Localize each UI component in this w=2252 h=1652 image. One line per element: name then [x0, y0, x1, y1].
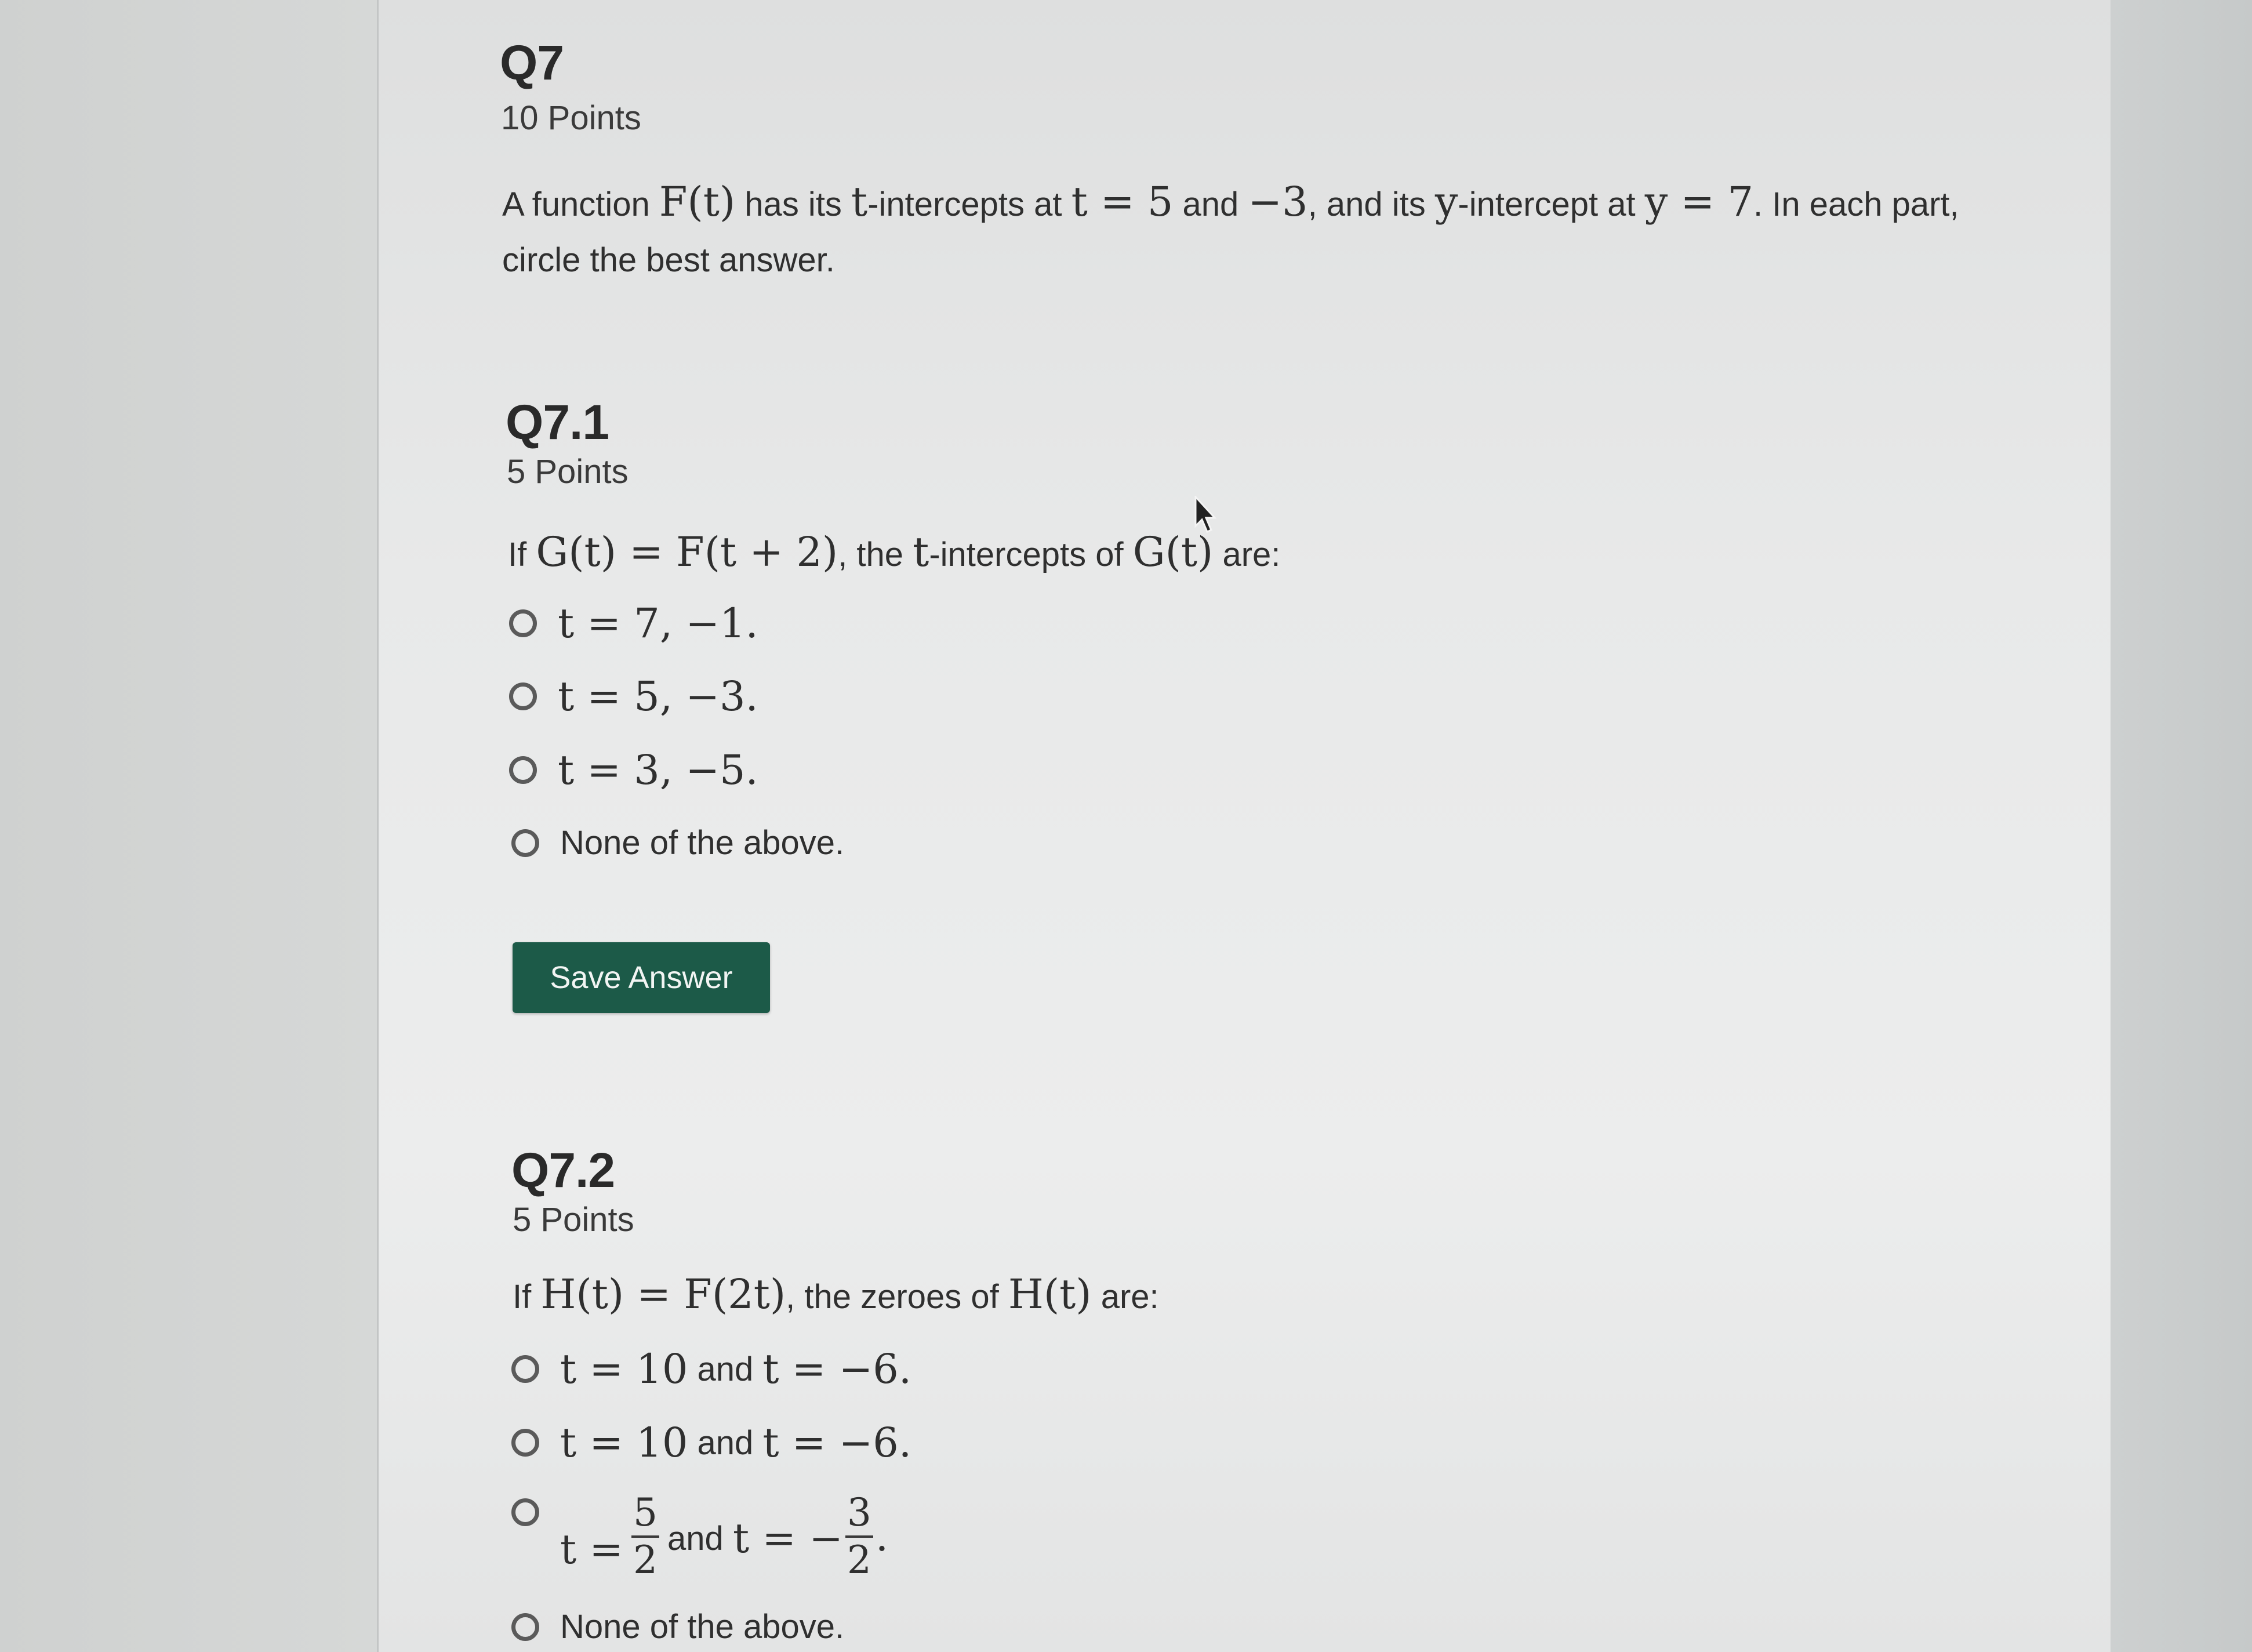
fraction-denominator: 2 — [847, 1538, 871, 1582]
choice-option[interactable] — [509, 673, 758, 720]
choice-label: t = 3, −5. — [558, 746, 758, 794]
prompt-text: , the — [838, 536, 913, 573]
fraction-denominator: 2 — [633, 1538, 658, 1582]
prompt-text: circle the best answer. — [502, 241, 835, 279]
choice-option[interactable] — [511, 1345, 911, 1393]
choice-label-mid: and — [688, 1424, 763, 1462]
choice-label: t = 5, −3. — [558, 673, 758, 720]
math-G-of-t: G(t) — [1132, 528, 1214, 576]
prompt-text: . In each part, — [1753, 186, 1959, 223]
save-answer-button[interactable]: Save Answer — [513, 942, 770, 1013]
subquestion-title: Q7.2 — [511, 1143, 615, 1197]
prompt-text: , the zeroes of — [786, 1278, 1008, 1316]
math-t-eq-5: t = 5 — [1071, 178, 1174, 226]
choice-fraction-expression — [560, 1490, 888, 1583]
choice-option[interactable] — [509, 746, 758, 794]
math-y-eq-7: y = 7 — [1644, 178, 1753, 226]
prompt-text: A function — [502, 186, 659, 223]
subquestion-points: 5 Points — [513, 1201, 634, 1239]
prompt-text: If — [513, 1278, 541, 1316]
radio-button[interactable] — [511, 1498, 539, 1526]
choice-label: t = 7, −1. — [558, 600, 758, 647]
radio-button[interactable] — [511, 1429, 539, 1457]
radio-button[interactable] — [509, 756, 537, 784]
choice-label-rhs: t = − — [732, 1515, 843, 1562]
radio-button[interactable] — [509, 682, 537, 710]
subquestion-points: 5 Points — [507, 453, 629, 491]
subquestion-title: Q7.1 — [506, 395, 609, 449]
choice-label-end: . — [875, 1513, 889, 1560]
fraction-3-over-2 — [845, 1490, 873, 1583]
radio-button[interactable] — [511, 1613, 539, 1641]
fraction-numerator: 3 — [847, 1490, 871, 1535]
radio-button[interactable] — [509, 609, 537, 637]
mouse-cursor-icon — [1193, 496, 1216, 535]
choice-label-lhs: t = 10 — [560, 1419, 688, 1466]
choice-option[interactable] — [511, 1607, 844, 1646]
prompt-text: -intercepts at — [867, 186, 1071, 223]
choice-label-mid: and — [667, 1519, 733, 1557]
choice-option[interactable] — [511, 823, 844, 862]
choice-label: None of the above. — [560, 824, 845, 862]
radio-button[interactable] — [511, 1355, 539, 1383]
prompt-text: are: — [1213, 536, 1281, 573]
prompt-text: If — [508, 536, 536, 573]
choice-label-rhs: t = −6. — [762, 1345, 912, 1393]
math-H-def: H(t) = F(2t) — [540, 1270, 786, 1318]
fraction-numerator: 5 — [633, 1490, 658, 1535]
math-t: t — [851, 178, 868, 226]
question-title: Q7 — [500, 35, 564, 90]
math-t: t — [913, 528, 929, 576]
subquestion-prompt — [513, 1266, 1159, 1325]
prompt-text: has its — [735, 186, 852, 223]
choice-option[interactable] — [509, 600, 758, 647]
math-H-of-t: H(t) — [1008, 1270, 1092, 1318]
prompt-text: and — [1173, 186, 1248, 223]
math-G-def: G(t) = F(t + 2) — [536, 528, 838, 576]
choice-label: None of the above. — [560, 1608, 845, 1646]
math-y: y — [1434, 178, 1458, 226]
choice-label-lhs: t = — [560, 1526, 624, 1573]
math-F-of-t: F(t) — [659, 178, 736, 226]
math-neg-3: −3 — [1248, 178, 1308, 226]
choice-label-lhs: t = 10 — [560, 1345, 688, 1393]
page-right-gutter — [2111, 0, 2252, 1652]
question-prompt — [502, 174, 2068, 288]
fraction-5-over-2 — [631, 1490, 659, 1583]
radio-button[interactable] — [511, 829, 539, 857]
prompt-text: -intercept at — [1458, 186, 1645, 223]
prompt-text: are: — [1091, 1278, 1159, 1316]
subquestion-prompt — [508, 524, 1280, 583]
choice-option[interactable] — [511, 1484, 888, 1583]
choice-label-rhs: t = −6. — [762, 1419, 912, 1466]
question-points: 10 Points — [501, 99, 641, 137]
choice-label-mid: and — [688, 1350, 763, 1388]
prompt-text: -intercepts of — [929, 536, 1133, 573]
prompt-text: , and its — [1307, 186, 1435, 223]
page-left-gutter — [0, 0, 377, 1652]
choice-option[interactable] — [511, 1419, 911, 1466]
